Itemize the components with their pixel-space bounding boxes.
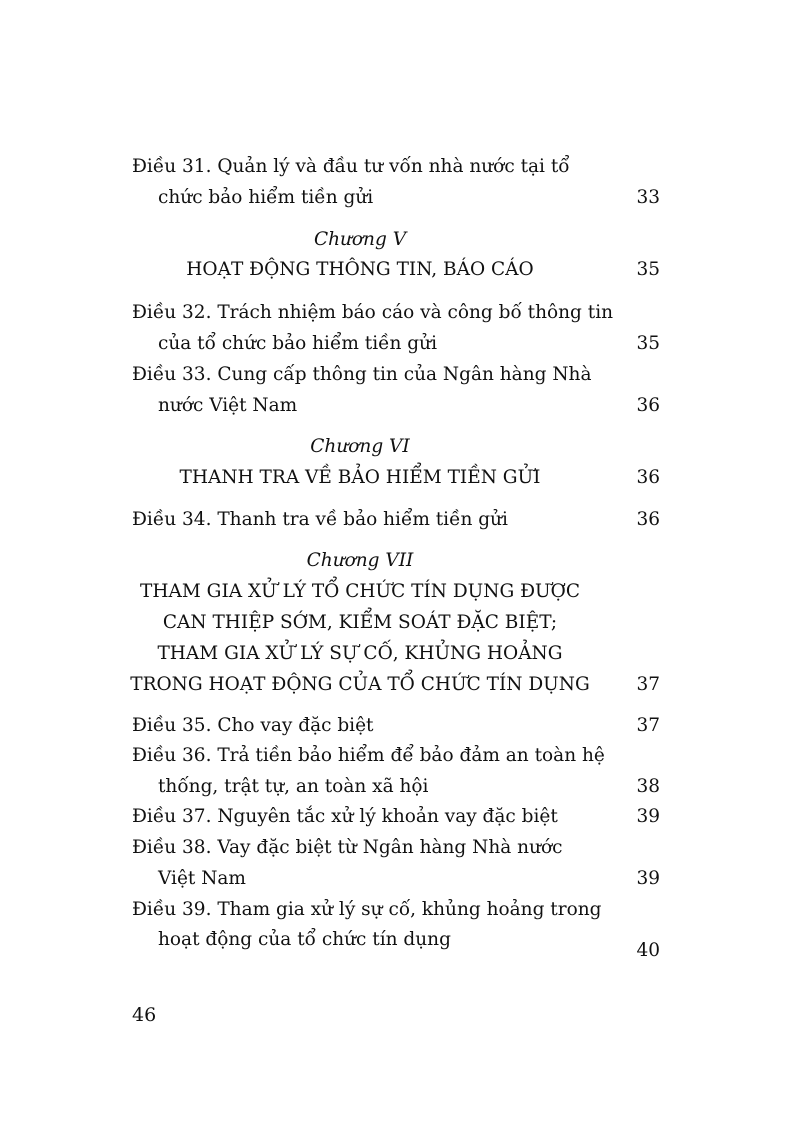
toc-entry-dieu-37-line1: Điều 37. Nguyên tắc xử lý khoản vay đặc biệt — [132, 806, 558, 827]
toc-page-dieu-31: 33 — [636, 187, 660, 208]
chapter-title-7-line2: CAN THIỆP SỚM, KIỂM SOÁT ĐẶC BIỆT; — [162, 612, 558, 633]
toc-entry-dieu-36-line2: thống, trật tự, an toàn xã hội — [158, 776, 429, 797]
toc-entry-dieu-33-line2: nước Việt Nam — [158, 395, 298, 416]
toc-page-dieu-39: 40 — [636, 940, 660, 961]
toc-entry-dieu-33-line1: Điều 33. Cung cấp thông tin của Ngân hàng Nhà — [132, 364, 592, 385]
chapter-title-7-line1: THAM GIA XỬ LÝ TỔ CHỨC TÍN DỤNG ĐƯỢC — [140, 581, 580, 602]
toc-page-dieu-33: 36 — [636, 395, 660, 416]
toc-page-dieu-34: 36 — [636, 509, 660, 530]
toc-entry-dieu-32-line1: Điều 32. Trách nhiệm báo cáo và công bố thông tin — [132, 302, 614, 323]
chapter-title-7-line4: TRONG HOẠT ĐỘNG CỦA TỔ CHỨC TÍN DỤNG — [130, 674, 590, 695]
chapter-label-7: Chương VII — [306, 550, 414, 571]
toc-page-chapter-6: 36 — [636, 467, 660, 488]
toc-entry-dieu-36-line1: Điều 36. Trả tiền bảo hiểm để bảo đảm an toàn hệ — [132, 745, 605, 766]
toc-entry-dieu-32-line2: của tổ chức bảo hiểm tiền gửi — [158, 333, 437, 354]
chapter-label-6: Chương VI — [310, 436, 410, 457]
toc-page-dieu-36: 38 — [636, 776, 660, 797]
toc-page-dieu-32: 35 — [636, 333, 660, 354]
chapter-title-5: HOẠT ĐỘNG THÔNG TIN, BÁO CÁO — [186, 259, 534, 280]
toc-entry-dieu-39-line1: Điều 39. Tham gia xử lý sự cố, khủng hoảng trong — [132, 899, 602, 920]
toc-page-dieu-38: 39 — [636, 868, 660, 889]
toc-page-chapter-7: 37 — [636, 674, 660, 695]
toc-entry-dieu-39-line2: hoạt động của tổ chức tín dụng — [158, 929, 451, 950]
toc-entry-dieu-31-line1: Điều 31. Quản lý và đầu tư vốn nhà nước tại tổ — [132, 156, 570, 177]
chapter-title-7-line3: THAM GIA XỬ LÝ SỰ CỐ, KHỦNG HOẢNG — [157, 643, 563, 664]
toc-entry-dieu-35-line1: Điều 35. Cho vay đặc biệt — [132, 715, 374, 736]
toc-page-dieu-35: 37 — [636, 715, 660, 736]
toc-entry-dieu-38-line2: Việt Nam — [158, 868, 246, 889]
toc-entry-dieu-34-line1: Điều 34. Thanh tra về bảo hiểm tiền gửi — [132, 509, 508, 530]
chapter-title-6: THANH TRA VỀ BẢO HIỂM TIỀN GỬI — [179, 467, 541, 488]
toc-entry-dieu-31-line2: chức bảo hiểm tiền gửi — [158, 187, 374, 208]
toc-page-chapter-5: 35 — [636, 259, 660, 280]
toc-page-dieu-37: 39 — [636, 806, 660, 827]
chapter-label-5: Chương V — [313, 229, 407, 250]
page-number: 46 — [132, 1004, 157, 1026]
toc-entry-dieu-38-line1: Điều 38. Vay đặc biệt từ Ngân hàng Nhà nước — [132, 837, 563, 858]
